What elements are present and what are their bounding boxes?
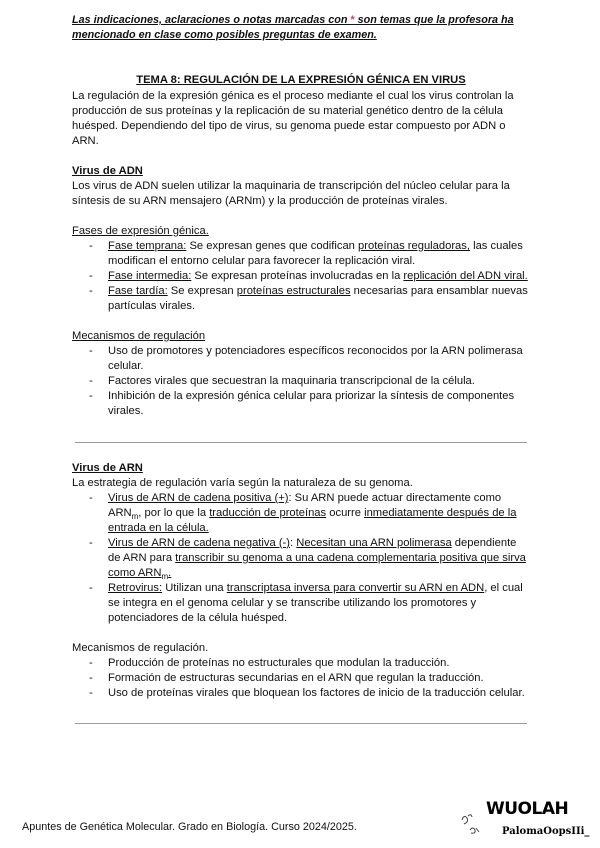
phase-text: las cuales modifican el entorno celular para favorecer la replicación viral. [108, 240, 523, 267]
brand-logo: WUOLAH [486, 799, 569, 819]
rna-type-end: . [168, 567, 172, 579]
notice-text: Las indicaciones, aclaraciones o notas marcadas con [72, 14, 351, 26]
list-item [72, 284, 530, 314]
rna-type-text: : Su ARN puede actuar directamente como ARN [108, 492, 502, 519]
username: PalomaOopsIIi_ [502, 826, 590, 837]
exam-notice [72, 13, 532, 43]
dna-heading: Virus de ADN [72, 165, 143, 177]
dna-phases-list [72, 239, 530, 314]
section-divider [75, 723, 527, 724]
list-item: - Uso de proteínas virales que bloquean los factores de inicio de la traducción celular. [72, 686, 530, 701]
phase-text: Se expresan proteínas involucradas en la [191, 270, 404, 282]
list-item: - Inhibición de la expresión génica celular para priorizar la síntesis de componentes virales. [72, 389, 530, 419]
list-item [72, 491, 530, 536]
rna-type-label: Retrovirus: [108, 582, 163, 594]
rna-type-underlined: transcriptasa inversa para convertir su ARN en ADN [226, 582, 485, 594]
rna-type-underlined-text: transcribir su genoma a una cadena complementaria positiva que sirva como ARN [108, 552, 526, 579]
rna-type-text: ocurre [326, 507, 365, 519]
wuolah-watermark [456, 798, 596, 843]
intro-paragraph: La regulación de la expresión génica es el proceso mediante el cual los virus controlan la producción de sus proteínas y la replicación de su material genético dentro de la célula huésped. Dependiendo del tipo de virus, su genoma puede estar compuesto por ADN o ARN. [72, 90, 514, 147]
rna-type-underlined: traducción de proteínas [209, 507, 327, 519]
phase-underlined: replicación del ADN viral. [403, 270, 528, 282]
dna-mechanisms-heading: Mecanismos de regulación [72, 330, 206, 342]
rna-heading: Virus de ARN [72, 462, 143, 474]
rna-type-text: Utilizan una [162, 582, 227, 594]
section-divider [75, 442, 527, 443]
notice-text-end: son temas que la profesora ha mencionado en clase como posibles preguntas de examen. [72, 14, 514, 41]
subscript: m [131, 512, 139, 522]
rna-type-underlined: Necesitan una ARN polimerasa [296, 537, 452, 549]
list-item [72, 581, 530, 626]
list-item [72, 269, 530, 284]
rna-type-text: , el cual se integra en el genoma celular y se transcribe utilizando los promotores y potenciadores de la célula huésped. [108, 582, 523, 624]
rna-mechanisms-heading: Mecanismos de regulación. [72, 642, 209, 654]
rna-paragraph: La estrategia de regulación varía según la naturaleza de su genoma. [72, 477, 413, 489]
list-item: - Uso de promotores y potenciadores específicos reconocidos por la ARN polimerasa celular. [72, 344, 530, 374]
dna-mechanisms-list [72, 344, 530, 419]
list-item [72, 536, 530, 581]
rna-type-label: Virus de ARN de cadena negativa (-) [108, 537, 291, 549]
list-item: - Factores virales que secuestran la maquinaria transcripcional de la célula. [72, 374, 530, 389]
phase-text: Se expresan [167, 285, 237, 297]
list-item: - Formación de estructuras secundarias en el ARN que regulan la traducción. [72, 671, 530, 686]
rna-type-text: : [290, 537, 297, 549]
page-footer: Apuntes de Genética Molecular. Grado en Biología. Curso 2024/2025. [22, 821, 357, 833]
phase-text: Se expresan genes que codifican [186, 240, 359, 252]
list-item [72, 239, 530, 269]
rna-mechanisms-list [72, 656, 530, 701]
phase-label: Fase tardía: [108, 285, 168, 297]
phase-label: Fase temprana: [108, 240, 187, 252]
rna-type-label: Virus de ARN de cadena positiva (+) [108, 492, 289, 504]
star-marker: * [350, 14, 355, 26]
subscript: m [161, 572, 169, 582]
rna-type-text: dependiente de ARN para [108, 537, 517, 564]
rna-type-text: , por lo que la [138, 507, 210, 519]
rna-types-list [72, 491, 530, 626]
phase-underlined: proteínas reguladoras, [358, 240, 470, 252]
list-item: - Producción de proteínas no estructurales que modulan la traducción. [72, 656, 530, 671]
phase-underlined: proteínas estructurales [236, 285, 351, 297]
scribble-icon [456, 806, 486, 840]
phase-text: necesarias para ensamblar nuevas partículas virales. [108, 285, 528, 312]
rna-type-underlined: inmediatamente después de la entrada en la célula. [108, 507, 517, 534]
document-body [72, 73, 530, 724]
phase-label: Fase intermedia: [108, 270, 192, 282]
dna-paragraph: Los virus de ADN suelen utilizar la maquinaria de transcripción del núcleo celular para la síntesis de su ARN mensajero (ARNm) y la producción de proteínas virales. [72, 180, 510, 207]
page-title: TEMA 8: REGULACIÓN DE LA EXPRESIÓN GÉNICA EN VIRUS [136, 74, 466, 86]
dna-phases-heading: Fases de expresión génica. [72, 225, 209, 237]
